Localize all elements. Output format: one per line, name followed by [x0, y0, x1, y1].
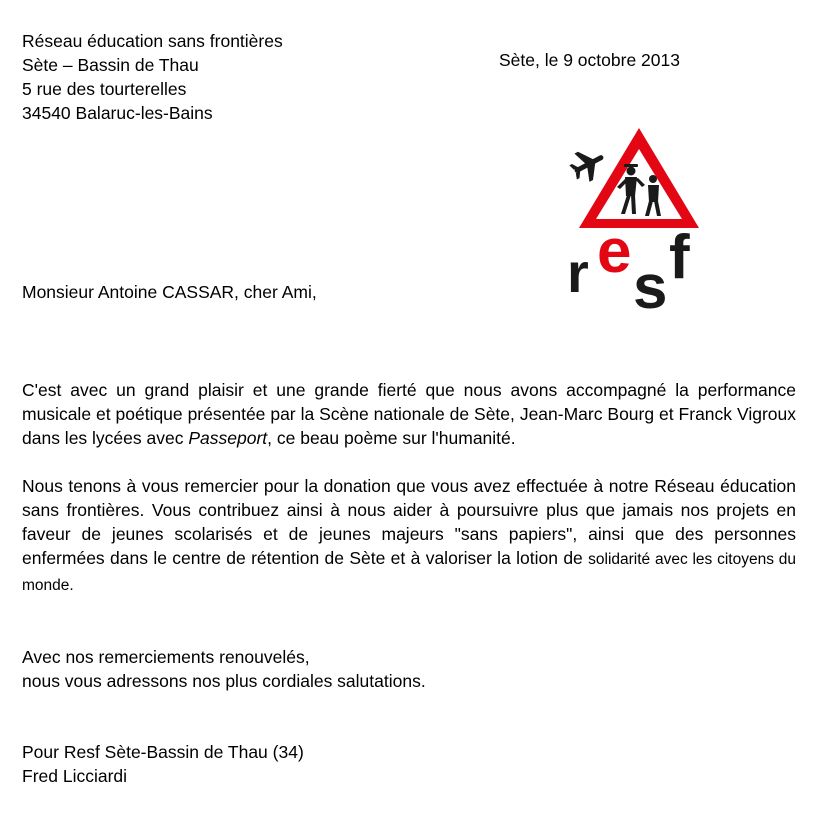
- letter-date: Sète, le 9 octobre 2013: [499, 50, 680, 70]
- sender-city: 34540 Balaruc-les-Bains: [22, 103, 213, 123]
- logo-letter-s: s: [633, 253, 668, 314]
- closing-line-2: nous vous adressons nos plus cordiales salutations.: [22, 671, 426, 691]
- paragraph-2-text: Nous tenons à vous remercier pour la donation que vous avez effectuée à notre Réseau éducation sans frontières. Vous contribuez ainsi à nous aider à poursuivre plus que jamais nos projets en faveur de jeunes scolarisés et de jeunes majeurs "sans papiers", ainsi que des personnes enfermées dans le centre de rétention de Sète et à valoriser la lotion de: [22, 476, 796, 568]
- signature-organization: Pour Resf Sète-Bassin de Thau (34): [22, 742, 304, 762]
- warning-triangle-icon: [579, 128, 699, 228]
- logo-letter-e: e: [597, 217, 632, 286]
- salutation: Monsieur Antoine CASSAR, cher Ami,: [22, 282, 317, 302]
- logo-letter-f: f: [669, 223, 690, 292]
- paragraph-performance: [22, 378, 796, 450]
- sender-address: [22, 29, 283, 125]
- sender-branch: Sète – Bassin de Thau: [22, 55, 199, 75]
- resf-logo: [565, 122, 715, 314]
- closing-line-1: Avec nos remerciements renouvelés,: [22, 647, 310, 667]
- paragraph-2-end: solidarité avec les citoyens du monde.: [22, 551, 796, 594]
- paragraph-1-text: C'est avec un grand plaisir et une grande fierté que nous avons accompagné la performance musicale et poétique présentée par la Scène nationale de Sète, Jean-Marc Bourg et Franck Vigroux dans les lycées avec: [22, 380, 796, 448]
- closing: [22, 645, 426, 693]
- paragraph-1-end: , ce beau poème sur l'humanité.: [267, 428, 516, 448]
- sender-organization: Réseau éducation sans frontières: [22, 31, 283, 51]
- airplane-icon: [566, 142, 611, 186]
- paragraph-thanks: [22, 474, 796, 598]
- sender-street: 5 rue des tourterelles: [22, 79, 187, 99]
- signature: [22, 740, 304, 788]
- resf-wordmark: [567, 217, 690, 314]
- work-title: Passeport: [188, 428, 268, 448]
- signature-name: Fred Licciardi: [22, 766, 128, 786]
- logo-letter-r: r: [567, 241, 589, 304]
- letter-body: [22, 378, 796, 598]
